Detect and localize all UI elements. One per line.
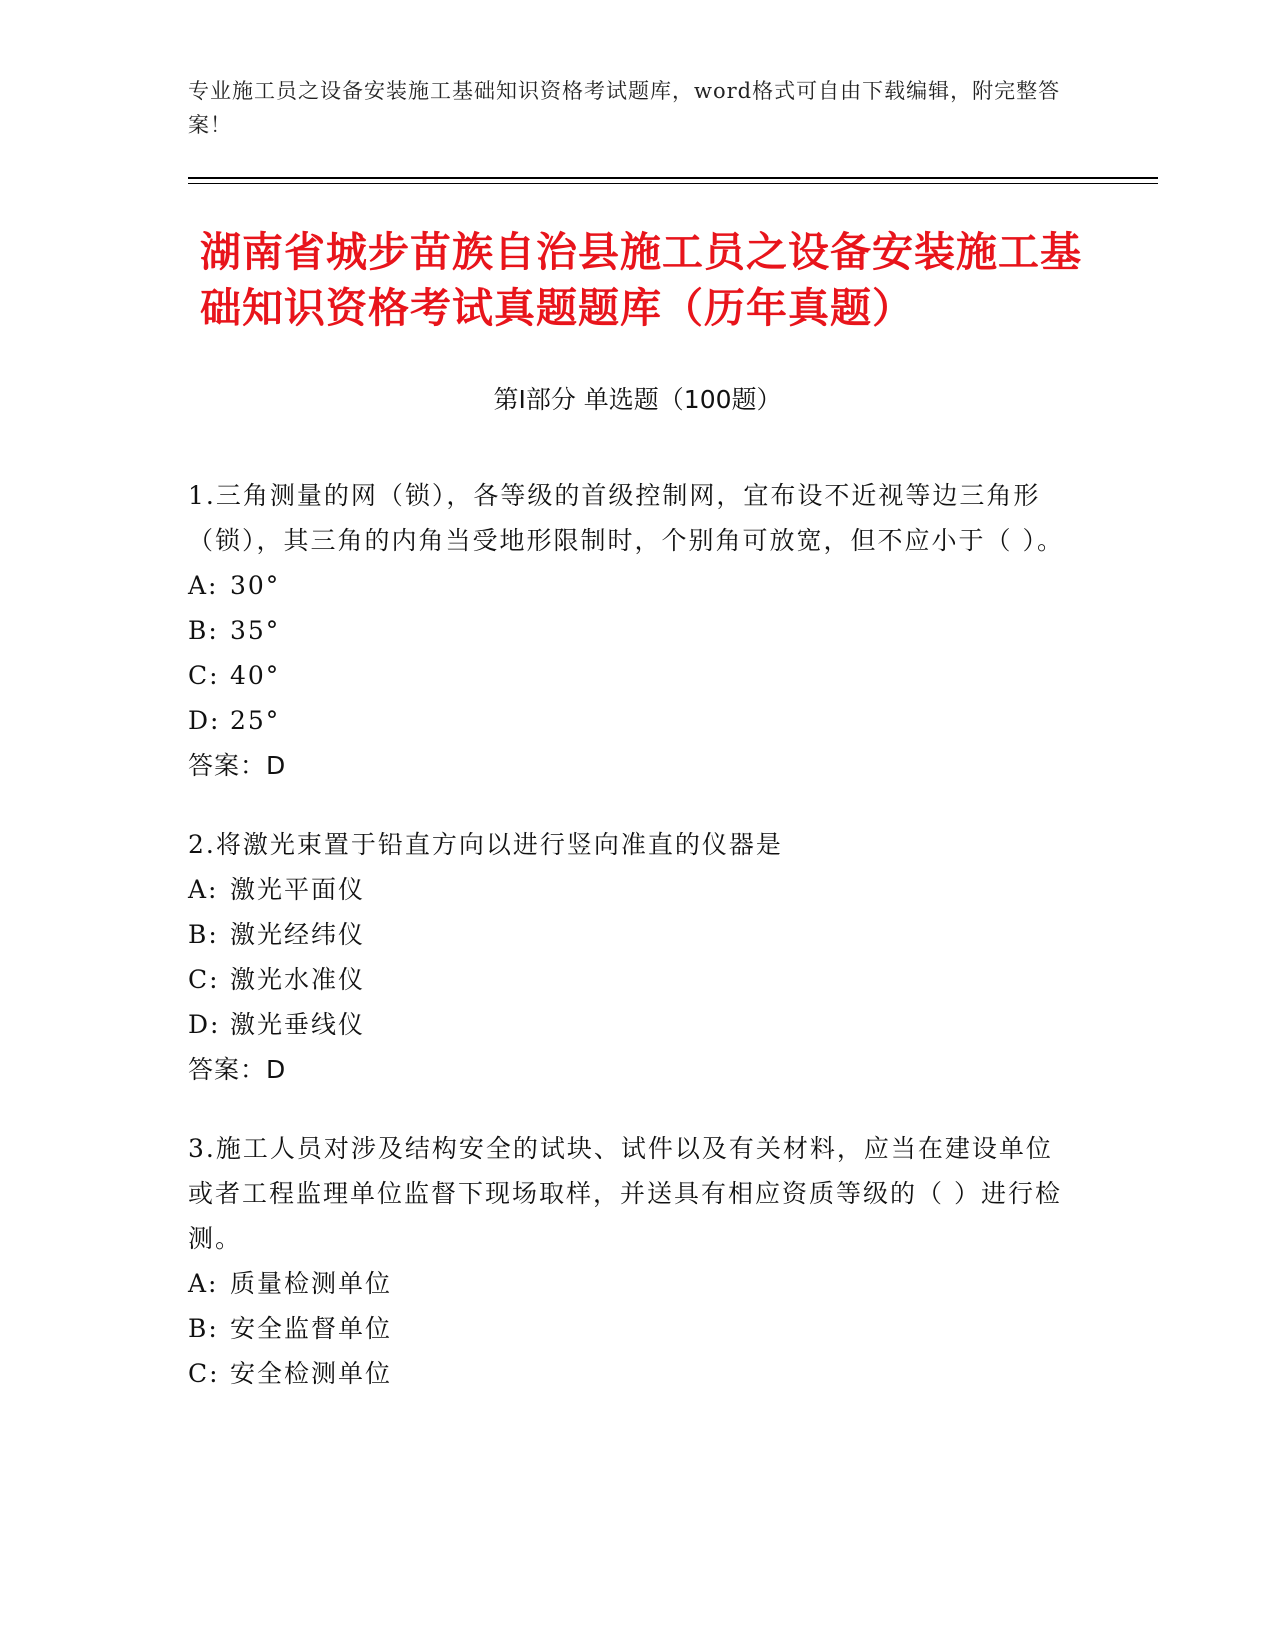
section-heading: 第Ⅰ部分 单选题（100题） [493,385,782,414]
option-text: 25° [230,706,281,735]
document-title: 湖南省城步苗族自治县施工员之设备安装施工基础知识资格考试真题题库（历年真题） [200,228,1082,332]
option-letter: D: [188,706,221,735]
option-text: 安全监督单位 [230,1314,393,1343]
question-stem: 3.施工人员对涉及结构安全的试块、试件以及有关材料，应当在建设单位或者工程监理单位监督下现场取样，并送具有相应资质等级的（ ）进行检测。 [188,1134,1062,1253]
option-letter: D: [188,1010,221,1039]
option-a [188,867,1068,912]
option-b [188,608,1068,653]
option-text: 40° [230,661,281,690]
option-text: 安全检测单位 [230,1359,393,1388]
option-b [188,912,1068,957]
option-text: 激光垂线仪 [230,1010,366,1039]
option-letter: A: [188,571,219,600]
option-text: 质量检测单位 [230,1269,393,1298]
answer-line: 答案：D [188,1055,287,1084]
option-text: 35° [230,616,281,645]
question-stem: 1.三角测量的网（锁），各等级的首级控制网，宜布设不近视等边三角形（锁），其三角的内角当受地形限制时，个别角可放宽，但不应小于（ ）。 [188,481,1064,555]
option-text: 激光水准仪 [230,965,366,994]
option-c [188,957,1068,1002]
question-stem: 2.将激光束置于铅直方向以进行竖向准直的仪器是 [188,830,783,859]
option-a [188,563,1068,608]
question-list [188,473,1068,1430]
option-letter: B: [188,1314,219,1343]
answer-line: 答案：D [188,751,287,780]
option-d [188,698,1068,743]
header-divider-thick [188,177,1158,179]
option-d [188,1002,1068,1047]
option-letter: B: [188,616,219,645]
option-letter: B: [188,920,219,949]
option-letter: A: [188,1269,219,1298]
option-c [188,653,1068,698]
question-1 [188,473,1068,788]
option-c [188,1351,1068,1396]
option-letter: A: [188,875,219,904]
option-text: 30° [230,571,281,600]
header-divider-thin [188,183,1158,184]
option-text: 激光平面仪 [230,875,366,904]
question-2 [188,822,1068,1092]
option-text: 激光经纬仪 [230,920,366,949]
option-a [188,1261,1068,1306]
header-note: 专业施工员之设备安装施工基础知识资格考试题库，word格式可自由下载编辑，附完整答案！ [188,79,1061,137]
option-b [188,1306,1068,1351]
option-letter: C: [188,661,220,690]
option-letter: C: [188,965,220,994]
question-3 [188,1126,1068,1396]
option-letter: C: [188,1359,220,1388]
